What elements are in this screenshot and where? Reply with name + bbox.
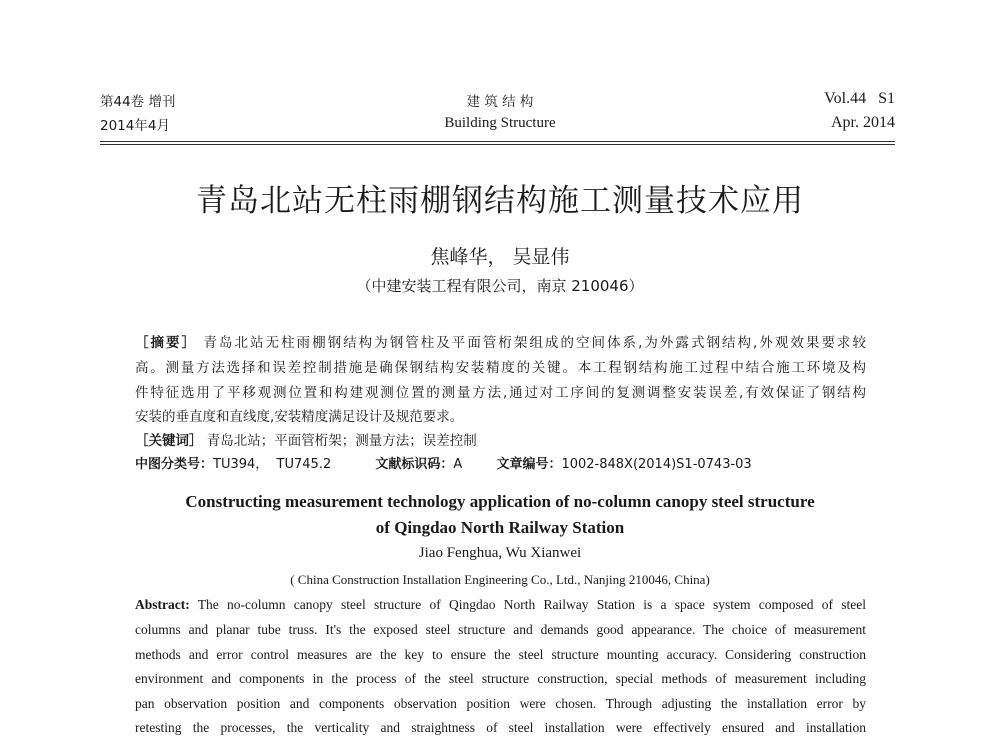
volume-en: Vol.44 S1	[824, 90, 895, 107]
abstract-en-line: Abstract: The no-column canopy steel structure of Qingdao North Railway Station is a space system composed of steel	[135, 597, 866, 612]
abstract-en-line: pan observation position and components observation position were chosen. Through adjusting the installation error by	[135, 696, 866, 711]
title-en-line: Constructing measurement technology application of no-column canopy steel structure	[185, 492, 815, 511]
date-cn: 2014年4月	[100, 118, 170, 134]
journal-cn: 建 筑 结 构	[466, 94, 534, 110]
affiliation-en: ( China Construction Installation Engineering Co., Ltd., Nanjing 210046, China)	[290, 572, 710, 587]
abstract-en-line: retesting the processes, the verticality and straightness of steel installation were effectively ensured and installation	[135, 720, 866, 735]
authors-en: Jiao Fenghua, Wu Xianwei	[418, 545, 582, 561]
abstract-cn-line: ［摘要］ 青岛北站无柱雨棚钢结构为钢管柱及平面管桁架组成的空间体系,为外露式钢结构,外观效果要求较	[135, 335, 866, 351]
title-en-line: of Qingdao North Railway Station	[375, 518, 625, 537]
volume-cn: 第44卷 增刊	[100, 94, 176, 110]
keywords-cn: ［关键词］ 青岛北站；平面管桁架；测量方法；误差控制	[135, 433, 477, 449]
abstract-cn-label: ［摘要］	[135, 335, 198, 351]
abstract-cn-line: 件特征选用了平移观测位置和构建观测位置的测量方法,通过对工序间的复测调整安装误差,有效保证了钢结构	[135, 385, 866, 401]
abstract-en-line: columns and planar tube truss. It's the exposed steel structure and demands good appearance. The choice of measurement	[135, 622, 866, 637]
date-en: Apr. 2014	[831, 114, 895, 131]
header-rule-2	[100, 144, 895, 145]
classification: 中图分类号：TU394， TU745.2 文献标识码：A 文章编号：1002-848X(2014)S1-0743-03	[135, 457, 752, 472]
title-cn: 青岛北站无柱雨棚钢结构施工测量技术应用	[196, 183, 804, 219]
affiliation-cn: （中建安装工程有限公司，南京 210046）	[356, 277, 644, 295]
authors-cn: 焦峰华， 吴显伟	[430, 246, 570, 268]
abstract-en-label: Abstract:	[135, 597, 190, 612]
abstract-en-line: methods and error control measures are the key to ensure the steel structure mounting accuracy. Considering construction	[135, 647, 866, 662]
abstract-cn-line: 安装的垂直度和直线度,安装精度满足设计及规范要求。	[135, 409, 464, 425]
header-rule	[100, 141, 895, 142]
journal-en: Building Structure	[444, 115, 556, 131]
abstract-en-line: environment and components in the process of the steel structure construction, special methods of measurement including	[135, 671, 866, 686]
abstract-cn-line: 高。测量方法选择和误差控制措施是确保钢结构安装精度的关键。本工程钢结构施工过程中结合施工环境及构	[135, 360, 866, 376]
